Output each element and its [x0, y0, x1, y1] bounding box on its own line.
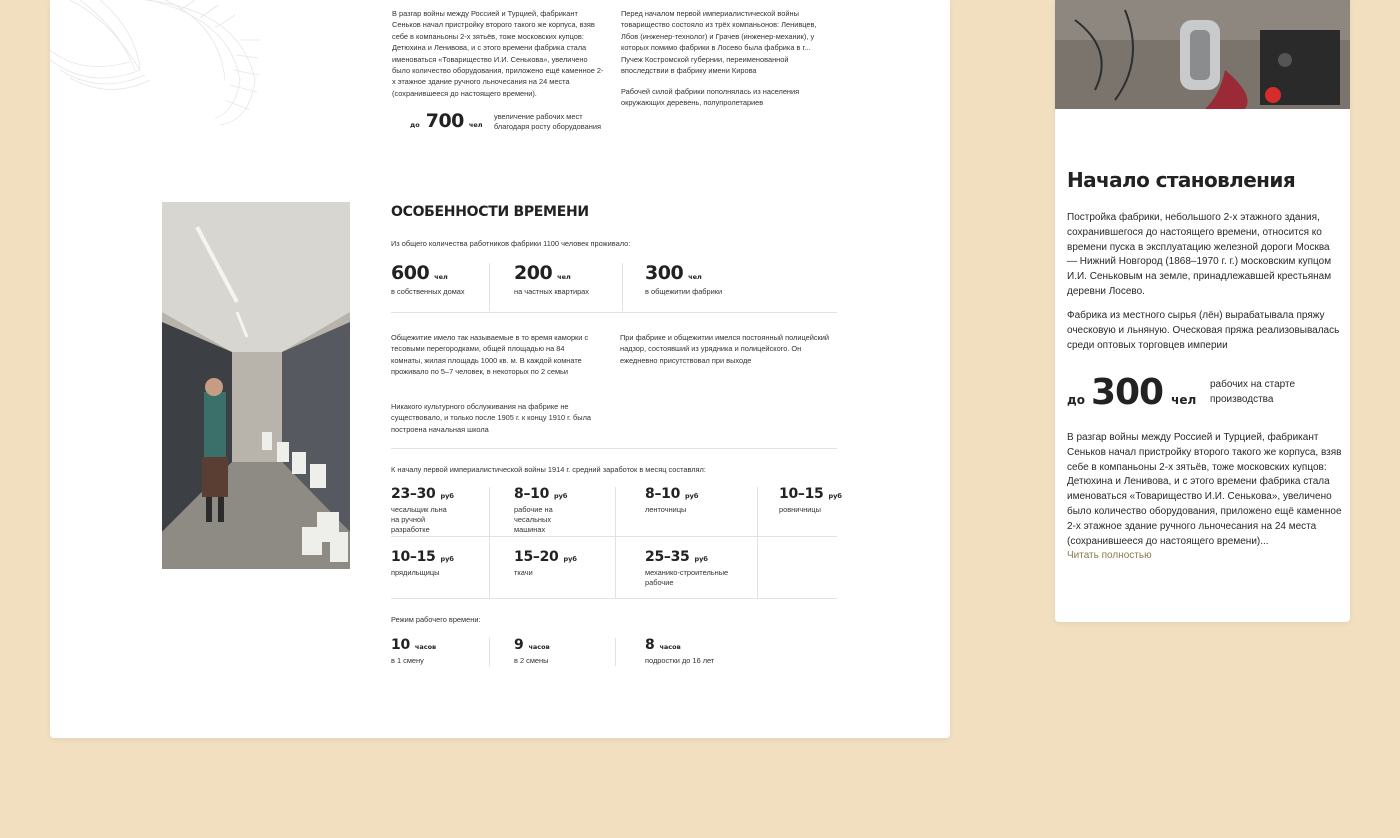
wage-unit: руб: [563, 555, 577, 563]
sidebar-card: [1055, 0, 1350, 622]
wage-item: [779, 486, 844, 515]
hours-item: [391, 637, 481, 666]
housing-value: 300: [645, 262, 684, 284]
housing-intro: Из общего количества работников фабрики 1100 человек проживало:: [391, 239, 631, 248]
divider: [391, 448, 837, 449]
wage-unit: руб: [440, 492, 454, 500]
housing-unit: чел: [557, 273, 571, 281]
wage-unit: руб: [694, 555, 708, 563]
hours-label: подростки до 16 лет: [645, 656, 715, 665]
wage-unit: руб: [554, 492, 568, 500]
wage-unit: руб: [685, 492, 699, 500]
divider: [391, 536, 837, 537]
housing-label: в общежитии фабрики: [645, 287, 723, 296]
hours-unit: часов: [659, 643, 681, 651]
wage-item: [514, 486, 614, 535]
wage-label: ленточницы: [645, 505, 687, 514]
hours-label: в 2 смены: [514, 656, 549, 665]
divider: [757, 487, 758, 599]
top-col1-text: В разгар войны между Россией и Турцией, фабрикант Сеньков начал пристройку второго такого же корпуса, взяв себе в компаньоны 2-х зятьёв, тоже московских купцов: Детюхина и Ленивова, и с этого времени фабрика стала именоваться «Товарищество И.И. Сенькова», увеличено было количество оборудования, приложено ещё каменное 2-х этажное здание ручного льночесания на 24 места (сохранившееся до настоящего времени).: [392, 9, 604, 98]
hours-label: в 1 смену: [391, 656, 424, 665]
wage-value: 25–35: [645, 549, 690, 565]
hours-intro: Режим рабочего времени:: [391, 615, 481, 624]
divider: [391, 312, 837, 313]
wage-item: [391, 486, 481, 535]
top-stat: [410, 110, 483, 132]
hours-value: 8: [645, 637, 655, 653]
divider: [622, 263, 623, 311]
housing-value: 200: [514, 262, 553, 284]
wage-item: [645, 549, 745, 588]
hours-value: 9: [514, 637, 524, 653]
read-more-link[interactable]: Читать полностью: [1067, 550, 1152, 561]
wage-label: ровничницы: [779, 505, 821, 514]
housing-stat-dorm: [645, 262, 795, 297]
top-stat-label: увеличение рабочих мест благодаря росту оборудования: [494, 112, 601, 131]
sidebar-stat-unit: чел: [1171, 393, 1197, 407]
sidebar-paragraph-1: Постройка фабрики, небольшого 2-х этажного здания, сохранившегося до настоящего времени, относится ко времени пуска в эксплуатацию железной дороги Москва — Нижний Новгород (1868–1970 г. г.) московским купцом И.И. Сеньковым на земле, принадлежавшей крестьянам деревни Лосево.: [1067, 212, 1332, 297]
wage-value: 23–30: [391, 486, 436, 502]
top-stat-unit: чел: [468, 121, 483, 129]
dorm-text: Общежитие имело так называемые в то время каморки с тесовыми перегородками, общей площадью на 84 комнаты, жилая площадь 1000 кв. м. В каждой комнате проживало по 5–7 человек, в некоторых по 2 семьи: [391, 333, 589, 377]
main-card: [50, 0, 950, 738]
divider: [489, 638, 490, 666]
housing-label: на частных квартирах: [514, 287, 589, 296]
wage-value: 8–10: [514, 486, 550, 502]
wage-item: [391, 549, 481, 578]
housing-stat-own: [391, 262, 487, 297]
top-col2-text1: Перед началом первой империалистической войны товарищество состояло из трёх компаньонов: Ленивцев, Лбов (инженер-технолог) и Грачев (инженер-механик), у которых помимо фабрики в Лосево была фабрика в г... Пучеж Костромской губернии, переименованной впоследствии в фабрику имени Кирова: [621, 9, 817, 76]
wage-label: чесальщик льна на ручной разработке: [391, 505, 447, 534]
wage-value: 15–20: [514, 549, 559, 565]
wage-unit: руб: [440, 555, 454, 563]
culture-text: Никакого культурного обслуживания на фабрике не существовало, и только после 1905 г. к концу 1910 г. была построена начальная школа: [391, 402, 591, 434]
sidebar-stat-label: рабочих на старте производства: [1210, 379, 1296, 405]
sidebar-paragraph-3: В разгар войны между Россией и Турцией, фабрикант Сеньков начал пристройку второго такого же корпуса, взяв себе в компаньоны 2-х зятьёв, тоже московских купцов: Детюхина и Ленивова, и с этого времени фабрика стала именоваться «Товарищество И.И. Сенькова», увеличено было количество оборудования, приложено ещё каменное 2-х этажное здание ручного льночесания на 24 места (сохранившееся до настоящего времени)...: [1067, 432, 1342, 547]
hours-unit: часов: [414, 643, 437, 651]
machinery-photo: [1055, 0, 1350, 109]
wage-value: 8–10: [645, 486, 681, 502]
wage-value: 10–15: [391, 549, 436, 565]
sidebar-stat: [1067, 372, 1196, 413]
divider: [391, 598, 837, 599]
housing-value: 600: [391, 262, 430, 284]
factory-floor-photo: [162, 202, 350, 569]
hours-value: 10: [391, 637, 410, 653]
sidebar-stat-prefix: до: [1067, 393, 1085, 407]
wage-item: [514, 549, 614, 578]
housing-unit: чел: [434, 273, 448, 281]
hours-item: [645, 637, 765, 666]
wage-intro: К началу первой империалистической войны 1914 г. средний заработок в месяц составлял:: [391, 465, 706, 474]
top-stat-value: 700: [425, 110, 464, 132]
divider: [615, 487, 616, 599]
housing-stat-rent: [514, 262, 634, 297]
machinery-photo-illustration: [1055, 0, 1350, 109]
wage-item: [645, 486, 745, 515]
divider: [615, 638, 616, 666]
factory-photo-illustration: [162, 202, 350, 569]
decorative-ring-graphic: [50, 0, 280, 130]
divider: [489, 263, 490, 311]
sidebar-title: Начало становления: [1067, 168, 1296, 192]
hours-item: [514, 637, 604, 666]
police-text: При фабрике и общежитии имелся постоянный полицейский надзор, состоявший из урядника и полицейского. Он ежедневно присутствовал при выходе: [620, 333, 830, 365]
divider: [489, 487, 490, 599]
wage-label: механико-строительные рабочие: [645, 568, 729, 587]
sidebar-stat-value: 300: [1090, 372, 1164, 413]
wage-value: 10–15: [779, 486, 824, 502]
top-stat-prefix: до: [410, 121, 420, 129]
housing-unit: чел: [688, 273, 702, 281]
wage-label: прядильщицы: [391, 568, 440, 577]
hours-unit: часов: [528, 643, 550, 651]
wage-label: рабочие на чесальных машинах: [514, 505, 553, 534]
housing-label: в собственных домах: [391, 287, 465, 296]
top-col2-text2: Рабочей силой фабрики пополнялась из населения окружающих деревень, полупролетариев: [621, 87, 800, 108]
sidebar-paragraph-2: Фабрика из местного сырья (лён) вырабатывала пряжу оческовую и льняную. Оческовая пряжа реализовывалась среди оптовых торговцев империи: [1067, 310, 1340, 351]
features-heading: ОСОБЕННОСТИ ВРЕМЕНИ: [391, 204, 589, 220]
wage-label: ткачи: [514, 568, 533, 577]
wage-unit: руб: [828, 492, 842, 500]
